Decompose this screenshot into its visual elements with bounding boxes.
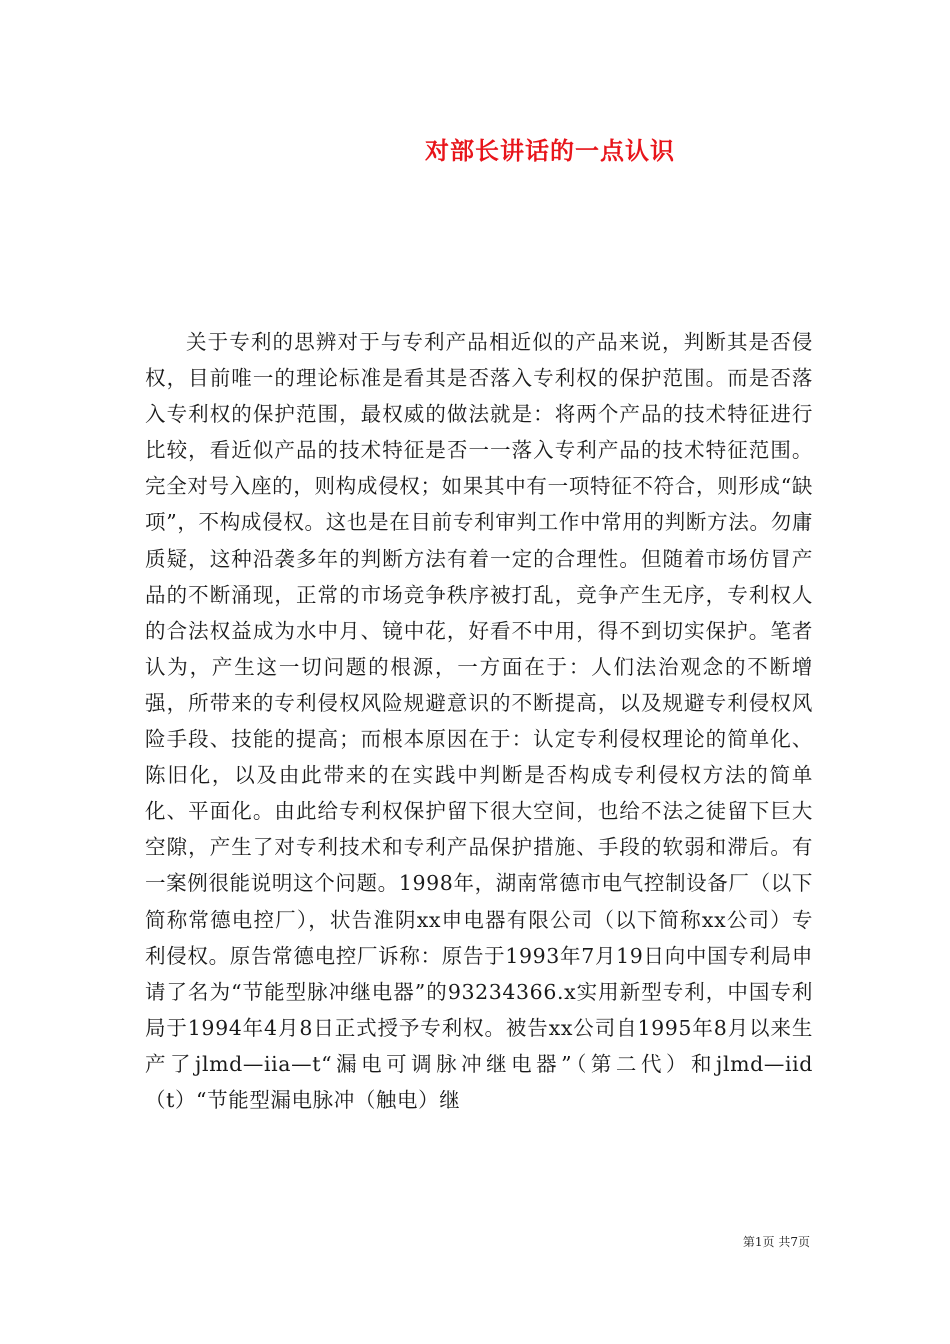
page-number-footer: 第1页 共7页 — [742, 1235, 810, 1249]
page-title: 对部长讲话的一点认识 — [425, 136, 675, 165]
body-paragraph: 关于专利的思辨对于与专利产品相近似的产品来说，判断其是否侵权，目前唯一的理论标准是看其是否落入专利权的保护范围。而是否落入专利权的保护范围，最权威的做法就是：将两个产品的技术特征进行比较，看近似产品的技术特征是否一一落入专利产品的技术特征范围。完全对号入座的，则构成侵权；如果其中有一项特征不符合，则形成“缺项”，不构成侵权。这也是在目前专利审判工作中常用的判断方法。勿庸质疑，这种沿袭多年的判断方法有着一定的合理性。但随着市场仿冒产品的不断涌现，正常的市场竞争秩序被打乱，竞争产生无序，专利权人的合法权益成为水中月、镜中花，好看不中用，得不到切实保护。笔者认为，产生这一切问题的根源，一方面在于：人们法治观念的不断增强，所带来的专利侵权风险规避意识的不断提高，以及规避专利侵权风险手段、技能的提高；而根本原因在于：认定专利侵权理论的简单化、陈旧化，以及由此带来的在实践中判断是否构成专利侵权方法的简单化、平面化。由此给专利权保护留下很大空间，也给不法之徒留下巨大空隙，产生了对专利技术和专利产品保护措施、手段的软弱和滞后。有一案例很能说明这个问题。1998年，湖南常德市电气控制设备厂（以下简称常德电控厂），状告淮阴xx申电器有限公司（以下简称xx公司）专利侵权。原告常德电控厂诉称：原告于1993年7月19日向中国专利局申请了名为“节能型脉冲继电器”的93234366.x实用新型专利，中国专利局于1994年4月8日正式授予专利权。被告xx公司自1995年8月以来生产了jlmd—iia—t“漏电可调脉冲继电器”（第二代）和jlmd—iid（t）“节能型漏电脉冲（触电）继 — [145, 330, 813, 1112]
